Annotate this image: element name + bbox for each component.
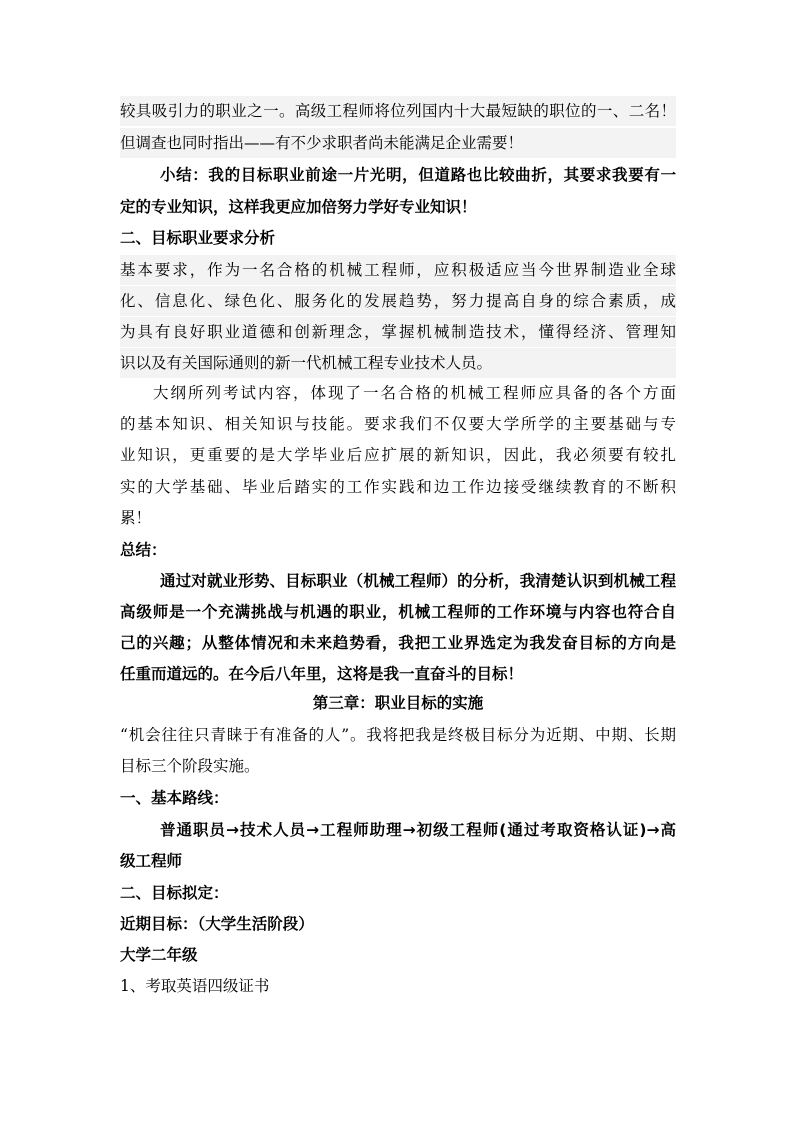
subheading: 近期目标：（大学生活阶段）: [120, 915, 314, 933]
list-item: 1、考取英语四级证书: [120, 977, 270, 995]
conclusion-line: 己的兴趣；从整体情况和未来趋势看，我把工业界选定为我发奋目标的方向是: [120, 634, 676, 652]
paragraph-line: 为具有良好职业道德和创新理念，掌握机械制造技术，懂得经济、管理知: [120, 317, 676, 347]
paragraph-line: 目标三个阶段实施。: [120, 757, 260, 775]
summary-line: 小结：我的目标职业前途一片光明，但道路也比较曲折，其要求我要有一: [160, 166, 676, 184]
subheading: 大学二年级: [120, 946, 198, 964]
section-heading: 二、目标拟定：: [120, 884, 229, 902]
paragraph-line: 但调查也同时指出——有不少求职者尚未能满足企业需要！: [120, 128, 676, 158]
paragraph-line: 较具吸引力的职业之一。高级工程师将位列国内十大最短缺的职位的一、二名！: [120, 96, 676, 126]
conclusion-line: 高级师是一个充满挑战与机遇的职业，机械工程师的工作环境与内容也符合自: [120, 603, 676, 621]
conclusion-line: 通过对就业形势、目标职业（机械工程师）的分析，我清楚认识到机械工程: [160, 572, 676, 590]
section-heading: 一、基本路线：: [120, 789, 229, 807]
paragraph-line: 大纲所列考试内容，体现了一名合格的机械工程师应具备的各个方面: [153, 384, 676, 402]
paragraph-line: 的基本知识、相关知识与技能。要求我们不仅要大学所学的主要基础与专: [120, 415, 676, 433]
section-heading: 总结：: [120, 541, 167, 559]
conclusion-line: 任重而道远的。在今后八年里，这将是我一直奋斗的目标！: [120, 665, 524, 683]
paragraph-line: 化、信息化、绿色化、服务化的发展趋势，努力提高自身的综合素质，成: [120, 286, 676, 316]
paragraph-line: 基本要求，作为一名合格的机械工程师，应积极适应当今世界制造业全球: [120, 255, 676, 285]
summary-line: 定的专业知识，这样我更应加倍努力学好专业知识！: [120, 198, 477, 216]
paragraph-line: 累！: [120, 509, 152, 527]
route-line: 级工程师: [120, 852, 183, 870]
paragraph-line: 识以及有关国际通则的新一代机械工程专业技术人员。: [120, 348, 676, 378]
paragraph-line: 实的大学基础、毕业后踏实的工作实践和边工作边接受继续教育的不断积: [120, 478, 676, 496]
chapter-title: 第三章：职业目标的实施: [312, 694, 484, 712]
section-heading: 二、目标职业要求分析: [120, 229, 276, 247]
paragraph-line: 业知识，更重要的是大学毕业后应扩展的新知识，因此，我必须要有较扎: [120, 446, 676, 464]
paragraph-line: “机会往往只青睐于有准备的人”。我将把我是终极目标分为近期、中期、长期: [120, 726, 676, 744]
route-line: 普通职员→技术人员→工程师助理→初级工程师(通过考取资格认证)→高: [160, 821, 676, 839]
